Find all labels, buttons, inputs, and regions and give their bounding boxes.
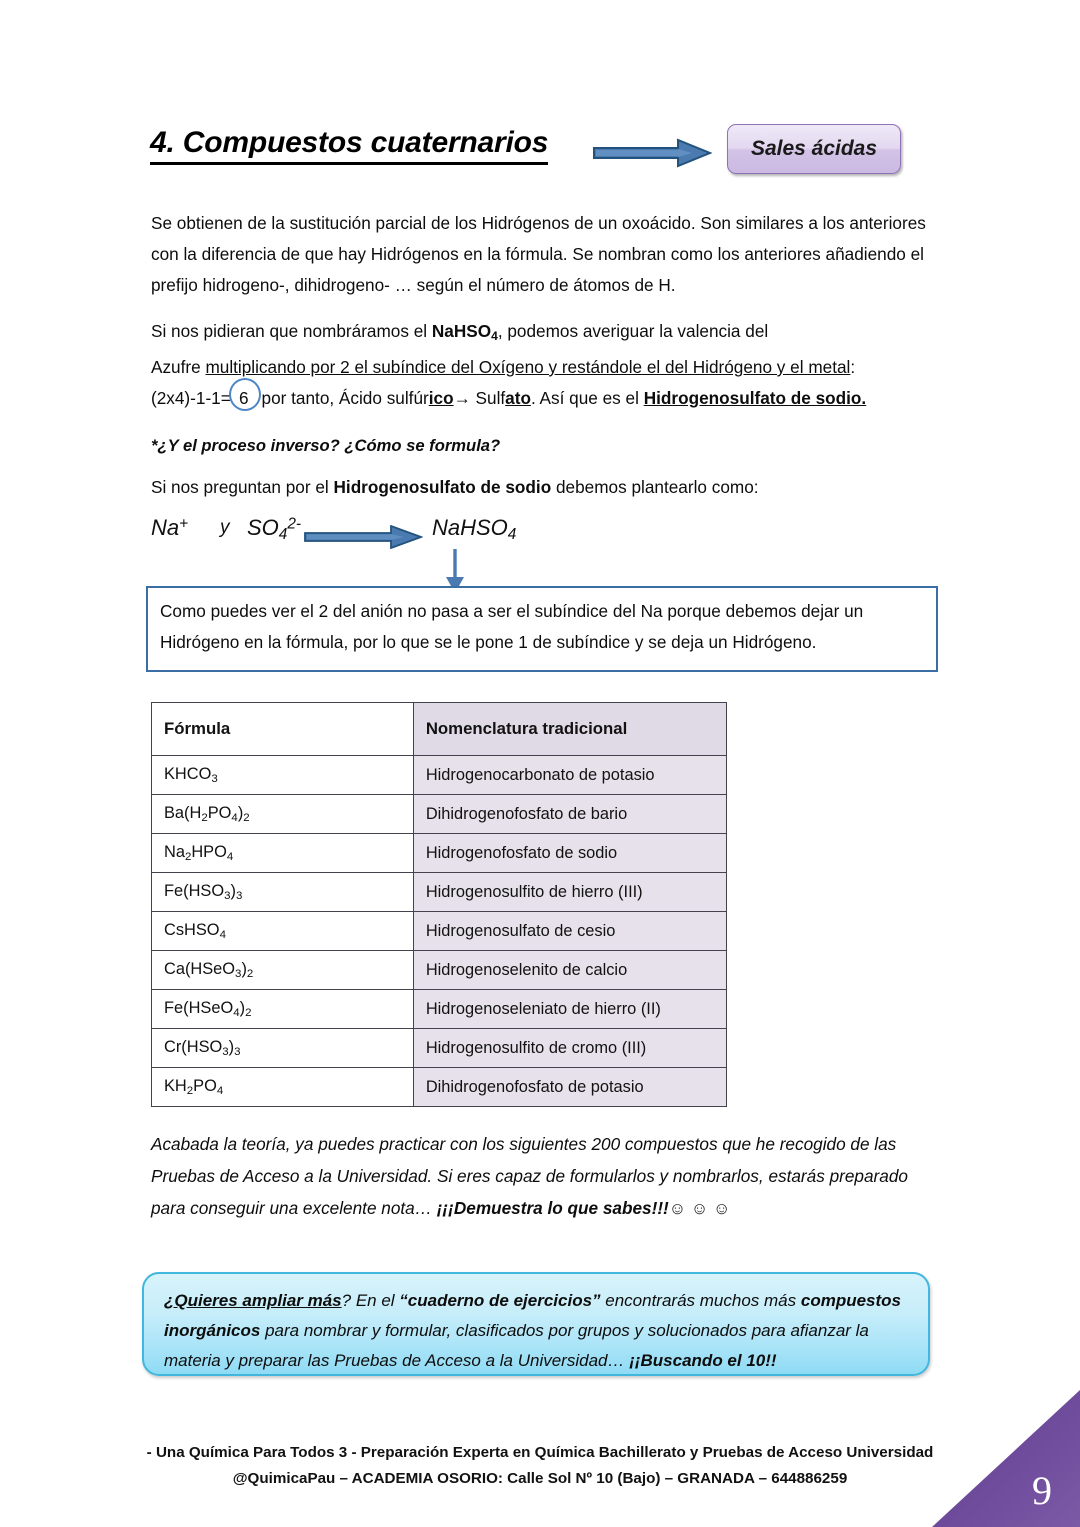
example-line1-b: , podemos averiguar la valencia del — [497, 321, 769, 341]
table-row — [152, 1068, 727, 1107]
page-number: 9 — [1032, 1468, 1052, 1513]
circled-valence-annotation — [231, 383, 257, 414]
example-paragraph — [151, 316, 937, 414]
sales-acidas-badge — [727, 124, 901, 174]
table-cell-formula: CsHSO$_4$ — [152, 912, 414, 951]
inverse-process-heading: *¿Y el proceso inverso? ¿Cómo se formula? — [151, 436, 501, 455]
product-symbol: NaHSO — [432, 515, 508, 540]
table-cell-name: Dihidrogenofosfato de potasio — [413, 1068, 726, 1107]
table-cell-formula: $Ba(H_2PO_4)_2$ — [152, 795, 414, 834]
example-line3-b: por tanto, Ácido sulfúr — [256, 388, 429, 408]
table-header-formula: Fórmula — [152, 703, 414, 756]
table-row — [152, 756, 727, 795]
table-cell-name: Hidrogenosulfato de cesio — [413, 912, 726, 951]
table-row — [152, 1029, 727, 1068]
footer-line-1: - Una Química Para Todos 3 - Preparación Experta en Química Bachillerato y Pruebas de Acceso Universidad — [146, 1444, 934, 1461]
reactant-sodium — [151, 515, 188, 541]
reactant-sodium-symbol: Na — [151, 515, 180, 540]
inverse-process-line — [151, 472, 937, 503]
example-line3-a: (2x4)-1-1= — [151, 388, 231, 408]
example-line2-a: Azufre — [151, 357, 206, 377]
table-row — [152, 951, 727, 990]
page-title: 4. Compuestos cuaternarios — [150, 126, 548, 165]
example-line3-d: . Así que es el — [530, 388, 644, 408]
practice-note-bold: ¡¡¡Demuestra lo que sabes!!! — [436, 1198, 669, 1218]
page-header — [150, 126, 940, 186]
reactant-sulfate-sub: 4 — [278, 525, 288, 543]
table-cell-formula: $Cr(HSO_3)_3$ — [152, 1029, 414, 1068]
example-suffix-ato: ato — [505, 388, 531, 408]
example-line1-a: Si nos pidieran que nombráramos el — [151, 321, 432, 341]
right-block-arrow-icon — [592, 138, 712, 168]
table-row — [152, 834, 727, 873]
table-body — [152, 703, 727, 1107]
table-cell-name: Hidrogenoseleniato de hierro (II) — [413, 990, 726, 1029]
callout-a: ? En el — [341, 1291, 400, 1310]
right-block-arrow-icon — [303, 525, 423, 549]
table-cell-formula: $Fe(HSeO_4)_2$ — [152, 990, 414, 1029]
callout-lead-bold: ¿Quieres ampliar más — [164, 1291, 342, 1310]
example-formula-sub: 4 — [491, 329, 498, 343]
example-formula: NaHSO — [431, 321, 492, 341]
inverse-line-b: debemos plantearlo como: — [551, 477, 759, 497]
callout-b: encontrarás muchos más — [600, 1291, 801, 1310]
product-formula — [432, 515, 516, 544]
table-cell-formula: $KHCO_3$ — [152, 756, 414, 795]
table-row — [152, 795, 727, 834]
table-cell-name: Hidrogenofosfato de sodio — [413, 834, 726, 873]
example-line2-b: : — [850, 357, 856, 377]
reactant-sulfate-symbol: SO — [247, 515, 279, 540]
practice-note-text: Acabada la teoría, ya puedes practicar con los siguientes 200 compuestos que he recogido de las Pruebas de Acceso a la Universidad. Si eres capaz de formularlos y nombrarlos, estarás preparado para conseguir una excelente nota… — [151, 1134, 908, 1218]
compounds-table — [151, 702, 727, 1107]
table-header-name: Nomenclatura tradicional — [413, 703, 726, 756]
reactant-sulfate — [247, 515, 301, 544]
table-header-row — [152, 703, 727, 756]
table-row — [152, 990, 727, 1029]
purple-triangle-shape — [932, 1390, 1080, 1527]
page-corner-decoration — [932, 1390, 1080, 1527]
table-cell-formula: $KH_2PO_4$ — [152, 1068, 414, 1107]
table-cell-name: Hidrogenosulfito de hierro (III) — [413, 873, 726, 912]
practice-note — [151, 1128, 941, 1225]
table-cell-formula: $Na_2HPO_4$ — [152, 834, 414, 873]
example-suffix-ico: ico — [428, 388, 454, 408]
conjunction-y: y — [220, 517, 230, 538]
page-footer — [0, 1440, 1080, 1492]
badge-label: Sales ácidas — [750, 137, 878, 160]
table-row — [152, 873, 727, 912]
callout-bold3: ¡¡Buscando el 10!! — [629, 1351, 777, 1370]
footer-line-2: @QuimicaPau – ACADEMIA OSORIO: Calle Sol Nº 10 (Bajo) – GRANADA – 644886259 — [232, 1470, 848, 1487]
example-answer: Hidrogenosulfato de sodio. — [643, 388, 867, 408]
circled-value: 6 — [238, 388, 249, 408]
product-sub: 4 — [507, 525, 517, 543]
example-line2-underlined: multiplicando por 2 el subíndice del Oxígeno y restándole el del Hidrógeno y el metal — [205, 357, 851, 377]
intro-paragraph: Se obtienen de la sustitución parcial de los Hidrógenos de un oxoácido. Son similares a los anteriores con la diferencia de que hay Hidrógenos en la fórmula. Se nombran como los anteriores añadiendo el prefijo hidrogeno-, dihidrogeno- … según el número de átomos de H. — [151, 213, 926, 295]
table-cell-formula: $Fe(HSO_3)_3$ — [152, 873, 414, 912]
table-cell-formula: $Ca(HSeO_3)_2$ — [152, 951, 414, 990]
callout-bold1: “cuaderno de ejercicios” — [399, 1291, 601, 1310]
inverse-line-bold: Hidrogenosulfato de sodio — [333, 477, 552, 497]
table-cell-name: Hidrogenocarbonato de potasio — [413, 756, 726, 795]
callout-c: para nombrar y formular, clasificados por grupos y solucionados para afianzar la materia y preparar las Pruebas de Acceso a la Universidad… — [164, 1321, 869, 1370]
ampliar-callout-box — [142, 1272, 930, 1376]
reactant-sulfate-charge: 2- — [287, 515, 302, 533]
example-line3-c: Sulf — [470, 388, 506, 408]
table-cell-name: Hidrogenosulfito de cromo (III) — [413, 1029, 726, 1068]
table-row — [152, 912, 727, 951]
smiley-face-icon: ☺ ☺ ☺ — [668, 1199, 731, 1218]
explanation-note-box: Como puedes ver el 2 del anión no pasa a ser el subíndice del Na porque debemos dejar un Hidrógeno en la fórmula, por lo que se le pone 1 de subíndice y se deja un Hidrógeno. — [146, 586, 938, 672]
inverse-line-a: Si nos preguntan por el — [151, 477, 334, 497]
table-cell-name: Hidrogenoselenito de calcio — [413, 951, 726, 990]
callout-bold2: compuestos inorgánicos — [164, 1291, 901, 1340]
table-cell-name: Dihidrogenofosfato de bario — [413, 795, 726, 834]
reactant-sodium-charge: + — [179, 515, 189, 533]
example-line3-arrow: → — [453, 388, 471, 408]
